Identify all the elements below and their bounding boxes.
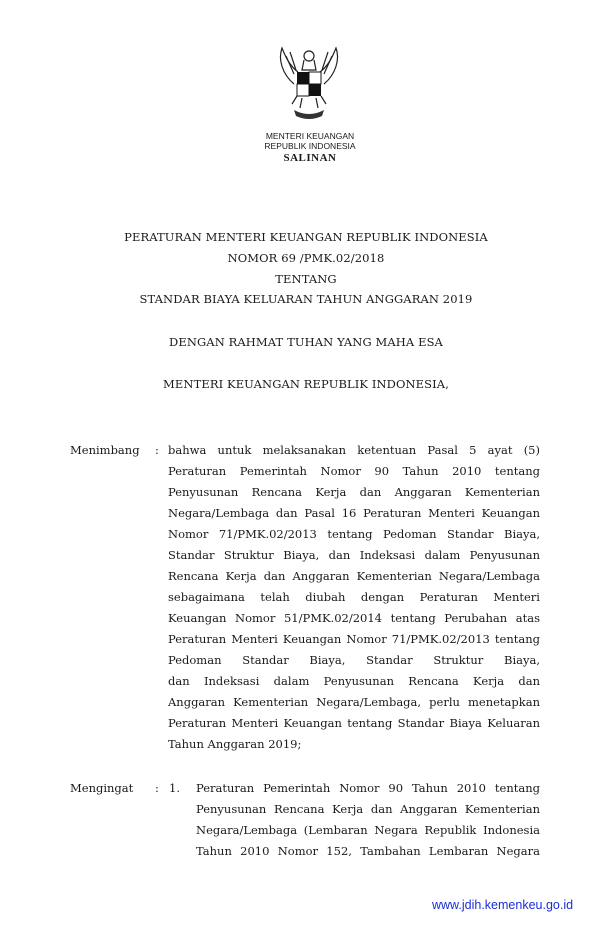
text-line: Pedoman Standar Biaya, Standar Struktur Biaya, [168, 653, 540, 667]
text-line: Keuangan Nomor 51/PMK.02/2014 tentang Perubahan atas [168, 611, 540, 625]
text-line: bahwa untuk melaksanakan ketentuan Pasal 5 ayat (5) [168, 443, 540, 457]
garuda-emblem-icon [272, 44, 346, 126]
text-line: Negara/Lembaga (Lembaran Negara Republik Indonesia [196, 823, 540, 837]
menimbang-colon: : [155, 443, 159, 457]
text-line: Anggaran Kementerian Negara/Lembaga, perlu menetapkan [168, 695, 540, 709]
text-line: Peraturan Pemerintah Nomor 90 Tahun 2010 tentang [196, 781, 540, 795]
authority: MENTERI KEUANGAN REPUBLIK INDONESIA, [163, 377, 449, 391]
text-line: Tahun 2010 Nomor 152, Tambahan Lembaran Negara [196, 844, 540, 858]
text-line: Penyusunan Rencana Kerja dan Anggaran Kementerian [168, 485, 540, 499]
text-line: Peraturan Menteri Keuangan tentang Standar Biaya Keluaran [168, 716, 540, 730]
text-line: Standar Struktur Biaya, dan Indeksasi dalam Penyusunan [168, 548, 540, 562]
title-tentang: TENTANG [275, 272, 337, 286]
text-line: Penyusunan Rencana Kerja dan Anggaran Kementerian [196, 802, 540, 816]
text-line: Tahun Anggaran 2019; [168, 737, 302, 751]
title-subject: STANDAR BIAYA KELUARAN TAHUN ANGGARAN 2019 [139, 292, 473, 306]
text-line: Rencana Kerja dan Anggaran Kementerian Negara/Lembaga [168, 569, 540, 583]
text-line: dan Indeksasi dalam Penyusunan Rencana Kerja dan [168, 674, 540, 688]
text-line: Peraturan Menteri Keuangan Nomor 71/PMK.02/2013 tentang [168, 632, 540, 646]
ministry-name: MENTERI KEUANGAN REPUBLIK INDONESIA [264, 131, 356, 151]
preamble: DENGAN RAHMAT TUHAN YANG MAHA ESA [169, 335, 443, 349]
salinan-stamp: SALINAN [283, 152, 337, 164]
mengingat-label: Mengingat [70, 781, 134, 795]
menimbang-label: Menimbang [70, 443, 140, 457]
text-line: Peraturan Pemerintah Nomor 90 Tahun 2010 tentang [168, 464, 540, 478]
mengingat-colon: : [155, 781, 159, 795]
text-line: Negara/Lembaga dan Pasal 16 Peraturan Menteri Keuangan [168, 506, 540, 520]
mengingat-number: 1. [169, 781, 180, 795]
text-line: sebagaimana telah diubah dengan Peraturan Menteri [168, 590, 540, 604]
title-line-1: PERATURAN MENTERI KEUANGAN REPUBLIK INDONESIA [124, 230, 488, 244]
website-link[interactable]: www.jdih.kemenkeu.go.id [432, 898, 574, 912]
text-line: Nomor 71/PMK.02/2013 tentang Pedoman Standar Biaya, [168, 527, 540, 541]
title-number: NOMOR 69 /PMK.02/2018 [227, 251, 385, 265]
